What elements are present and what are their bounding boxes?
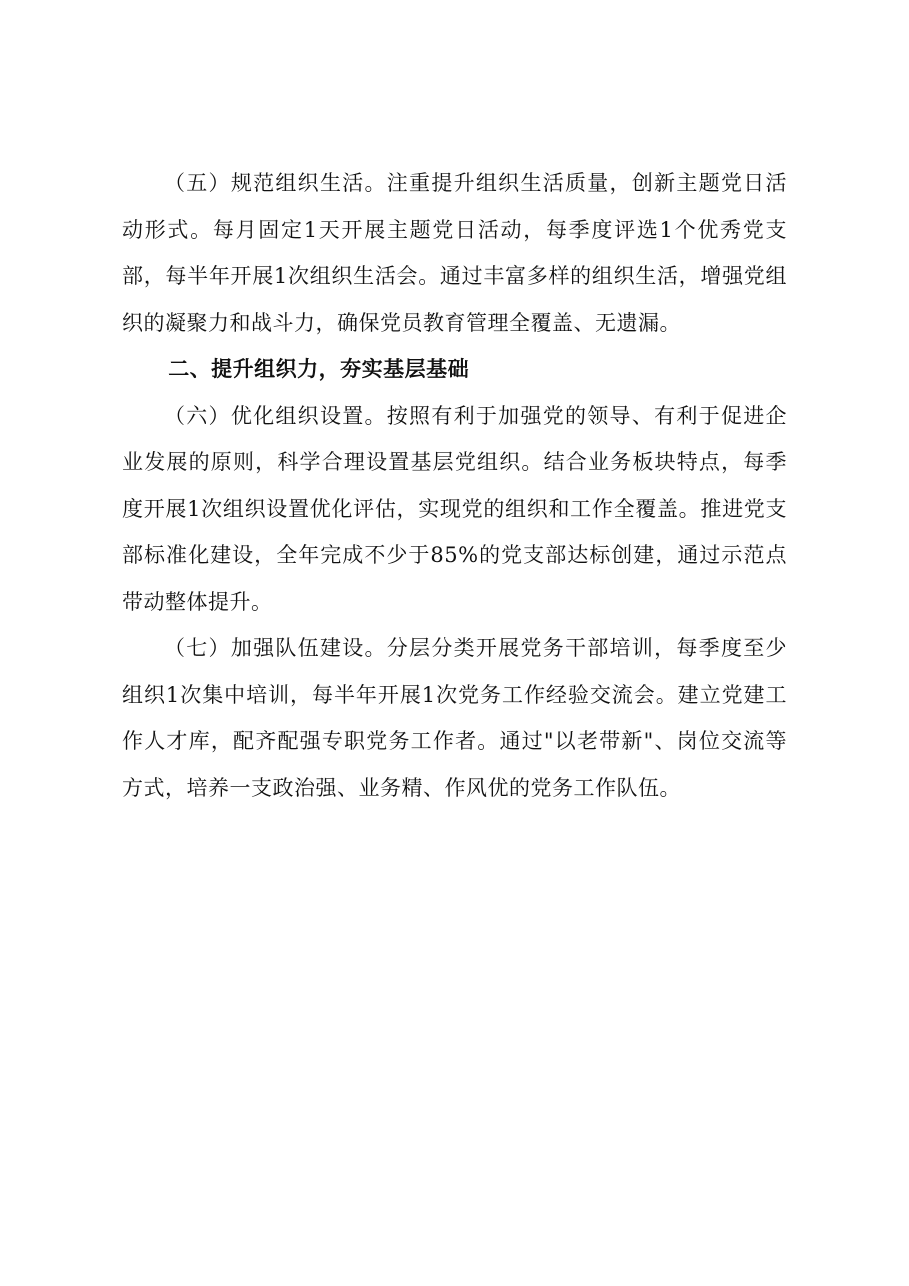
paragraph-strengthen-team: （七）加强队伍建设。分层分类开展党务干部培训，每季度至少组织1次集中培训，每半年开展1次党务工作经验交流会。建立党建工作人才库，配齐配强专职党务工作者。通过"以老带新"、岗位交流等方式，培养一支政治强、业务精、作风优的党务工作队伍。 [122, 636, 787, 800]
paragraph-standardize-org-life: （五）规范组织生活。注重提升组织生活质量，创新主题党日活动形式。每月固定1天开展主题党日活动，每季度评选1个优秀党支部，每半年开展1次组织生活会。通过丰富多样的组织生活，增强党组织的凝聚力和战斗力，确保党员教育管理全覆盖、无遗漏。 [122, 171, 787, 335]
paragraph-optimize-org-setup: （六）优化组织设置。按照有利于加强党的领导、有利于促进企业发展的原则，科学合理设置基层党组织。结合业务板块特点，每季度开展1次组织设置优化评估，实现党的组织和工作全覆盖。推进党支部标准化建设，全年完成不少于85%的党支部达标创建，通过示范点带动整体提升。 [122, 403, 787, 614]
document-body [122, 160, 787, 811]
section-heading-improve-org-capacity: 二、提升组织力，夯实基层基础 [168, 357, 470, 381]
